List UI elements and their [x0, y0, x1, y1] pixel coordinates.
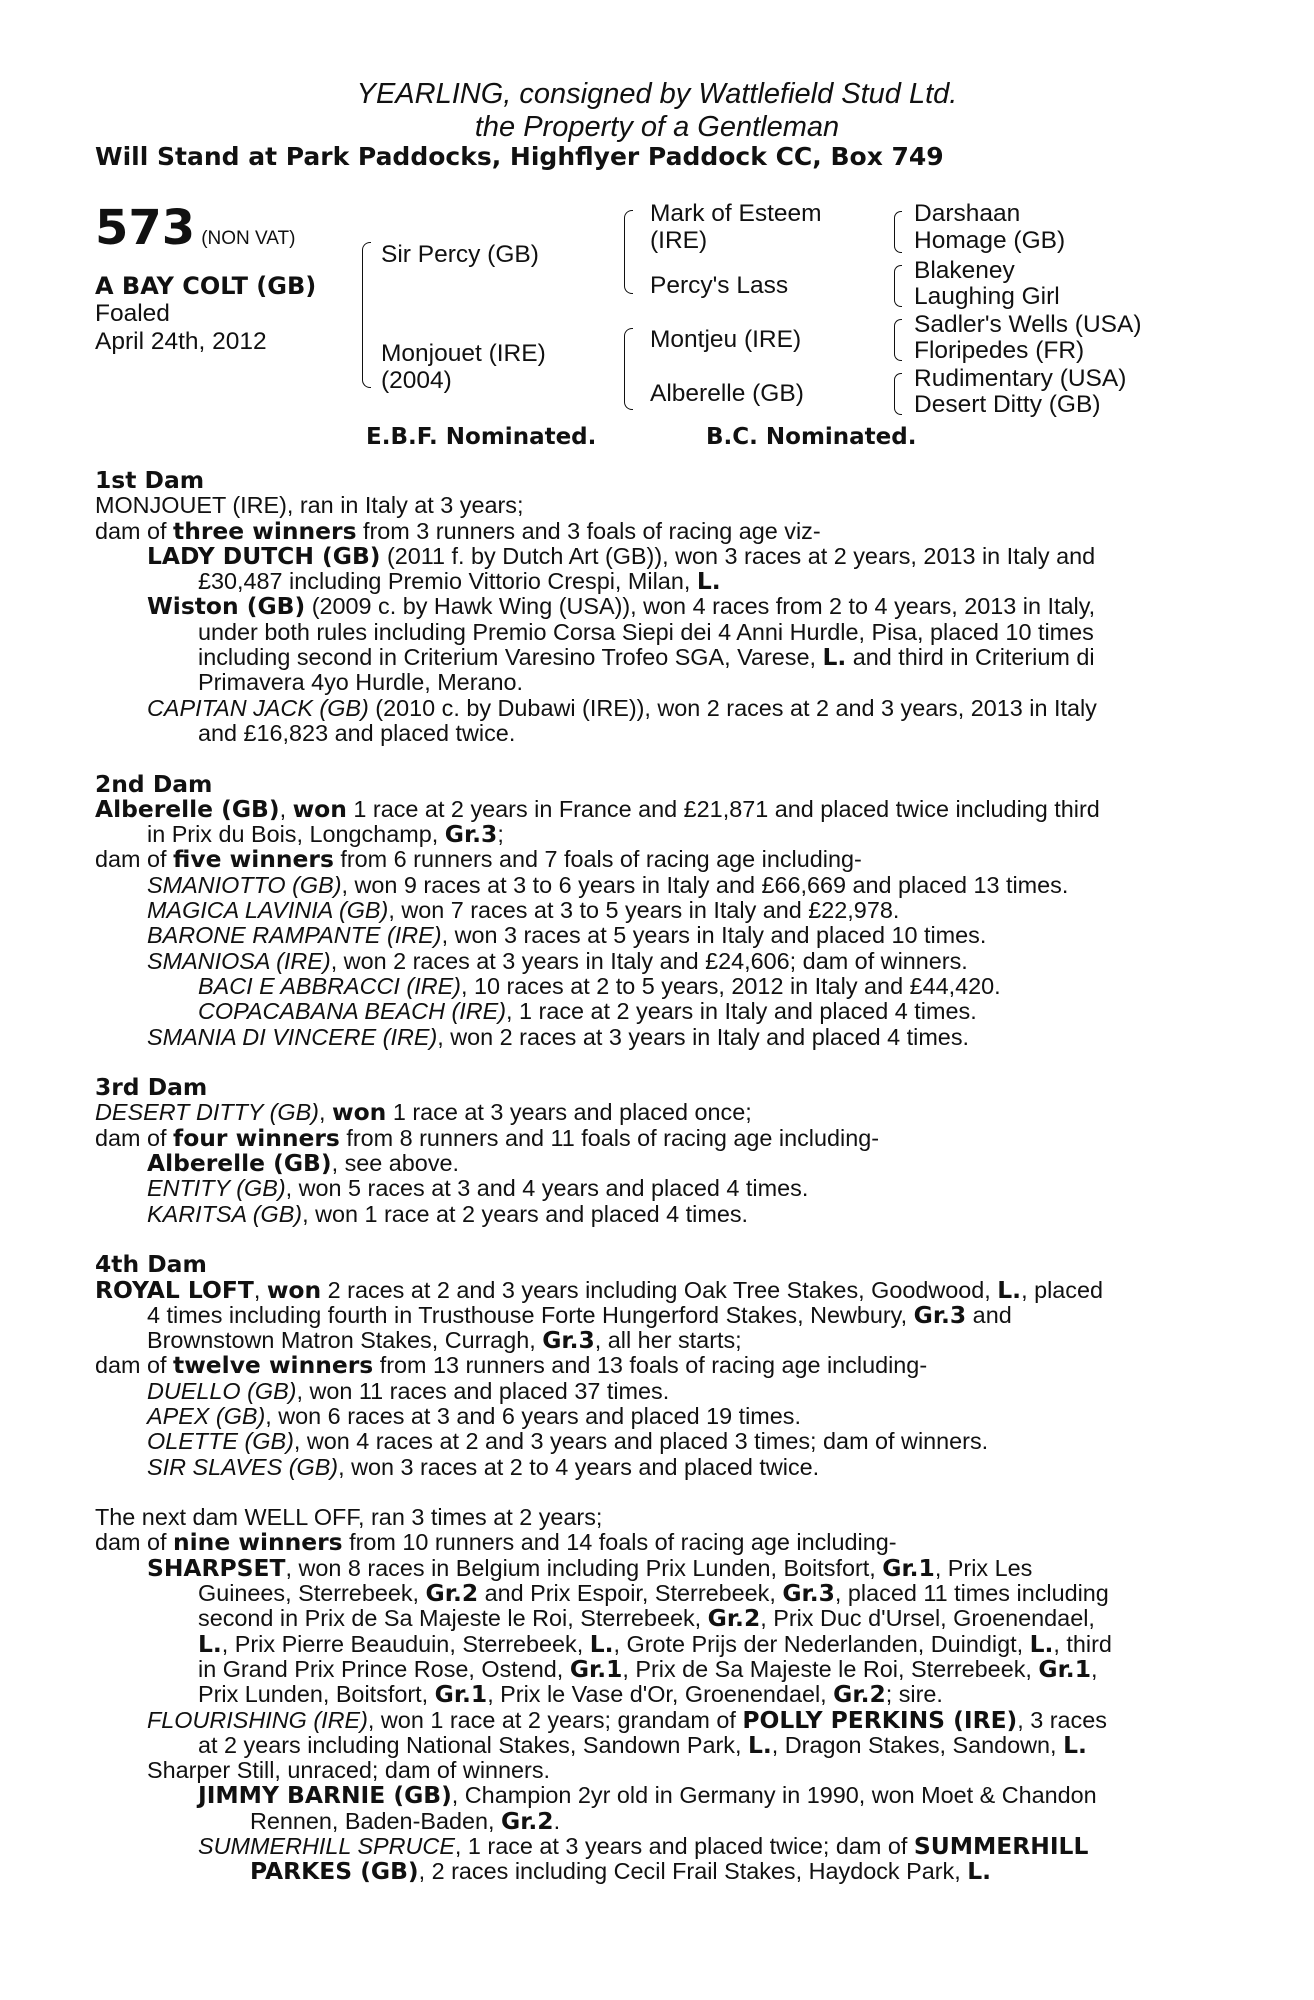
dam1-line: including second in Criterium Varesino Trofeo SGA, Varese, L. and third in Criterium di — [198, 643, 1095, 672]
property-line: the Property of a Gentleman — [474, 111, 840, 143]
next-dam-line: SHARPSET, won 8 races in Belgium including Prix Lunden, Boitsfort, Gr.1, Prix Les — [147, 1553, 1033, 1582]
dam2-heading: 2nd Dam — [95, 769, 213, 798]
dam3-line: dam of four winners from 8 runners and 11 foals of racing age including- — [95, 1123, 880, 1152]
pedigree-bracket-g4 — [894, 373, 902, 415]
dam4-line: ROYAL LOFT, won 2 races at 2 and 3 years including Oak Tree Stakes, Goodwood, L., placed — [95, 1275, 1104, 1304]
dam2-line: in Prix du Bois, Longchamp, Gr.3; — [147, 820, 504, 849]
dam1-line: CAPITAN JACK (GB) (2010 c. by Dubawi (IRE)), won 2 races at 2 and 3 years, 2013 in Italy — [147, 694, 1097, 721]
pedigree-sire-dam: Percy's Lass — [650, 272, 789, 299]
pedigree-bracket-g2 — [894, 265, 902, 307]
lot-number-value: 573 — [95, 200, 196, 256]
pedigree-bracket-g3 — [894, 319, 902, 361]
foaled-label: Foaled — [95, 300, 170, 327]
dam1-line: £30,487 including Premio Vittorio Crespi, Milan, L. — [198, 567, 721, 596]
dam2-line: BARONE RAMPANTE (IRE), won 3 races at 5 years in Italy and placed 10 times. — [147, 922, 987, 949]
catalogue-body — [95, 468, 1220, 1885]
vat-status: (NON VAT) — [201, 228, 296, 249]
next-dam-line: at 2 years including National Stakes, Sandown Park, L., Dragon Stakes, Sandown, L. — [198, 1730, 1087, 1759]
pedigree-g1: Darshaan — [914, 200, 1021, 227]
dam4-line: dam of twelve winners from 13 runners and 13 foals of racing age including- — [95, 1351, 928, 1380]
next-dam-line: in Grand Prix Prince Rose, Ostend, Gr.1, Prix de Sa Majeste le Roi, Sterrebeek, Gr.1, — [198, 1654, 1098, 1683]
next-dam-line: Guinees, Sterrebeek, Gr.2 and Prix Espoir, Sterrebeek, Gr.3, placed 11 times including — [198, 1579, 1109, 1608]
pedigree-dam: Monjouet (IRE) — [381, 340, 546, 367]
ebf-nominated: E.B.F. Nominated. — [366, 424, 597, 450]
dam4-line: OLETTE (GB), won 4 races at 2 and 3 years and placed 3 times; dam of winners. — [147, 1428, 989, 1455]
pedigree-dam-sire: Montjeu (IRE) — [650, 326, 802, 353]
pedigree-bracket-sire — [624, 210, 633, 294]
lot-number — [95, 200, 296, 256]
dam3-heading: 3rd Dam — [95, 1073, 208, 1102]
foaled-date: April 24th, 2012 — [95, 328, 267, 355]
next-dam-line: Prix Lunden, Boitsfort, Gr.1, Prix le Vase d'Or, Groenendael, Gr.2; sire. — [198, 1680, 943, 1709]
dam2-line: SMANIOTTO (GB), won 9 races at 3 to 6 years in Italy and £66,669 and placed 13 times. — [147, 871, 1069, 898]
next-dam-line: JIMMY BARNIE (GB), Champion 2yr old in Germany in 1990, won Moet & Chandon — [198, 1781, 1097, 1810]
pedigree-g4: Laughing Girl — [914, 283, 1060, 310]
pedigree-g6: Floripedes (FR) — [914, 337, 1085, 364]
stand-location-line: Will Stand at Park Paddocks, Highflyer Paddock CC, Box 749 — [95, 142, 944, 171]
dam2-line: BACI E ABBRACCI (IRE), 10 races at 2 to 5 years, 2012 in Italy and £44,420. — [198, 972, 1001, 999]
pedigree-dam-year: (2004) — [381, 367, 452, 394]
next-dam-line: second in Prix de Sa Majeste le Roi, Sterrebeek, Gr.2, Prix Duc d'Ursel, Groenendael, — [198, 1604, 1095, 1633]
next-dam-line: PARKES (GB), 2 races including Cecil Frail Stakes, Haydock Park, L. — [250, 1857, 992, 1886]
dam4-line: 4 times including fourth in Trusthouse Forte Hungerford Stakes, Newbury, Gr.3 and — [147, 1300, 1012, 1329]
pedigree-sire-sire: Mark of Esteem — [650, 200, 822, 227]
dam3-line: ENTITY (GB), won 5 races at 3 and 4 years and placed 4 times. — [147, 1175, 809, 1202]
dam4-line: SIR SLAVES (GB), won 3 races at 2 to 4 years and placed twice. — [147, 1453, 820, 1480]
dam1-line: Wiston (GB) (2009 c. by Hawk Wing (USA)), won 4 races from 2 to 4 years, 2013 in Italy, — [147, 592, 1096, 621]
dam1-line: LADY DUTCH (GB) (2011 f. by Dutch Art (GB)), won 3 races at 2 years, 2013 in Italy and — [147, 541, 1096, 570]
pedigree-g5: Sadler's Wells (USA) — [914, 311, 1142, 338]
next-dam-line: SUMMERHILL SPRUCE, 1 race at 3 years and placed twice; dam of SUMMERHILL — [198, 1832, 1089, 1861]
dam3-line: Alberelle (GB), see above. — [147, 1149, 460, 1178]
pedigree-sire: Sir Percy (GB) — [381, 241, 539, 268]
next-dam-line: Rennen, Baden-Baden, Gr.2. — [250, 1806, 561, 1835]
pedigree-dam-dam: Alberelle (GB) — [650, 380, 804, 407]
dam1-line: and £16,823 and placed twice. — [198, 719, 516, 746]
dam2-line: SMANIOSA (IRE), won 2 races at 3 years in Italy and £24,606; dam of winners. — [147, 947, 968, 974]
consignor-line: YEARLING, consigned by Wattlefield Stud Ltd. — [356, 78, 958, 110]
pedigree-g8: Desert Ditty (GB) — [914, 391, 1101, 418]
dam4-line: Brownstown Matron Stakes, Curragh, Gr.3, all her starts; — [147, 1326, 742, 1355]
dam2-line: MAGICA LAVINIA (GB), won 7 races at 3 to 5 years in Italy and £22,978. — [147, 897, 900, 924]
pedigree-sire-sire-country: (IRE) — [650, 227, 708, 254]
dam3-line: KARITSA (GB), won 1 race at 2 years and placed 4 times. — [147, 1200, 749, 1227]
dam1-line: under both rules including Premio Corsa Siepi dei 4 Anni Hurdle, Pisa, placed 10 times — [198, 618, 1094, 645]
pedigree-g3: Blakeney — [914, 257, 1015, 284]
dam3-line: DESERT DITTY (GB), won 1 race at 3 years and placed once; — [95, 1098, 752, 1127]
next-dam-line: Sharper Still, unraced; dam of winners. — [147, 1757, 551, 1784]
dam4-line: DUELLO (GB), won 11 races and placed 37 times. — [147, 1377, 670, 1404]
dam2-line: dam of five winners from 6 runners and 7 foals of racing age including- — [95, 845, 862, 874]
pedigree-g7: Rudimentary (USA) — [914, 365, 1127, 392]
dam2-line: COPACABANA BEACH (IRE), 1 race at 2 years in Italy and placed 4 times. — [198, 998, 977, 1025]
dam1-line: MONJOUET (IRE), ran in Italy at 3 years; — [95, 492, 524, 519]
dam2-line: Alberelle (GB), won 1 race at 2 years in France and £21,871 and placed twice including third — [95, 794, 1100, 823]
pedigree-bracket-gen1 — [362, 242, 371, 388]
dam1-heading: 1st Dam — [95, 466, 205, 494]
dam4-line: APEX (GB), won 6 races at 3 and 6 years and placed 19 times. — [147, 1402, 801, 1429]
next-dam-line: The next dam WELL OFF, ran 3 times at 2 years; — [95, 1504, 603, 1531]
dam4-heading: 4th Dam — [95, 1250, 207, 1279]
bc-nominated: B.C. Nominated. — [706, 424, 917, 450]
lot-title: A BAY COLT (GB) — [95, 272, 317, 300]
next-dam-line: FLOURISHING (IRE), won 1 race at 2 years; grandam of POLLY PERKINS (IRE), 3 races — [147, 1705, 1107, 1734]
next-dam-line: L., Prix Pierre Beauduin, Sterrebeek, L., Grote Prijs der Nederlanden, Duindigt, L., third — [198, 1629, 1112, 1658]
dam2-line: SMANIA DI VINCERE (IRE), won 2 races at 3 years in Italy and placed 4 times. — [147, 1023, 970, 1050]
dam1-line: Primavera 4yo Hurdle, Merano. — [198, 669, 524, 696]
next-dam-line: dam of nine winners from 10 runners and 14 foals of racing age including- — [95, 1528, 897, 1557]
dam1-line: dam of three winners from 3 runners and 3 foals of racing age viz- — [95, 516, 821, 545]
pedigree-g2: Homage (GB) — [914, 227, 1066, 254]
pedigree-bracket-dam — [624, 328, 633, 410]
pedigree-bracket-g1 — [894, 211, 902, 253]
